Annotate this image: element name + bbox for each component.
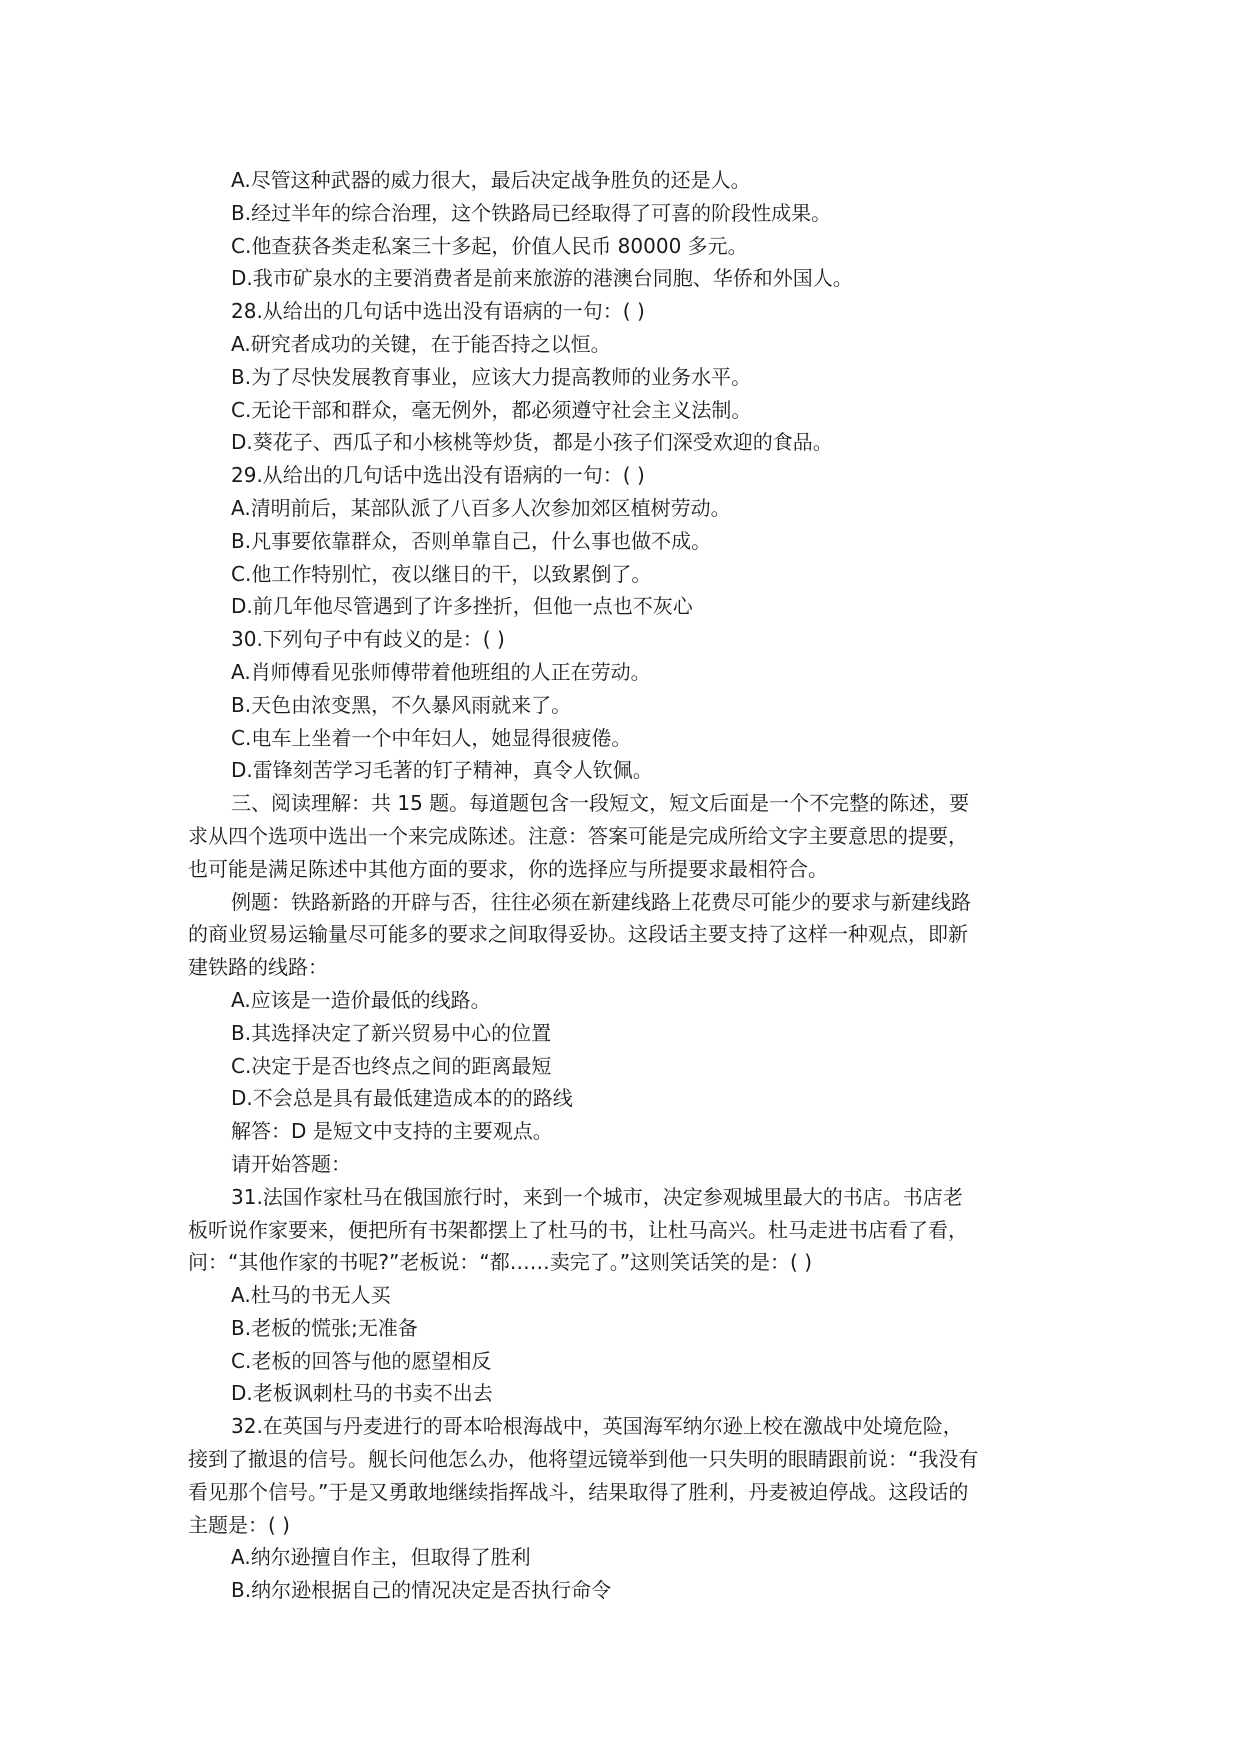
text-line: 建铁路的线路： bbox=[188, 955, 328, 980]
text-line: C.决定于是否也终点之间的距离最短 bbox=[231, 1053, 552, 1078]
text-line: A.研究者成功的关键，在于能否持之以恒。 bbox=[231, 331, 611, 356]
text-line: C.他工作特别忙，夜以继日的干，以致累倒了。 bbox=[231, 561, 652, 586]
text-line: 解答：D 是短文中支持的主要观点。 bbox=[231, 1119, 553, 1144]
text-line: A.肖师傅看见张师傅带着他班组的人正在劳动。 bbox=[231, 659, 651, 684]
text-line: A.纳尔逊擅自作主，但取得了胜利 bbox=[231, 1545, 531, 1570]
text-line: 的商业贸易运输量尽可能多的要求之间取得妥协。这段话主要支持了这样一种观点，即新 bbox=[188, 922, 968, 947]
text-line: C.老板的回答与他的愿望相反 bbox=[231, 1348, 492, 1373]
text-line: A.应该是一造价最低的线路。 bbox=[231, 987, 491, 1012]
text-line: A.尽管这种武器的威力很大，最后决定战争胜负的还是人。 bbox=[231, 168, 751, 192]
text-line: B.为了尽快发展教育事业，应该大力提高教师的业务水平。 bbox=[231, 364, 752, 389]
text-line: B.其选择决定了新兴贸易中心的位置 bbox=[231, 1020, 552, 1045]
text-line: D.葵花子、西瓜子和小核桃等炒货，都是小孩子们深受欢迎的食品。 bbox=[231, 430, 833, 455]
text-line: 三、阅读理解：共 15 题。每道题包含一段短文，短文后面是一个不完整的陈述，要 bbox=[231, 791, 970, 816]
text-line: A.清明前后，某部队派了八百多人次参加郊区植树劳动。 bbox=[231, 495, 731, 520]
text-line: B.凡事要依靠群众，否则单靠自己，什么事也做不成。 bbox=[231, 528, 712, 553]
text-line: 例题：铁路新路的开辟与否，往往必须在新建线路上花费尽可能少的要求与新建线路 bbox=[231, 889, 971, 914]
text-line: 29.从给出的几句话中选出没有语病的一句：( ) bbox=[231, 463, 645, 488]
text-line: D.前几年他尽管遇到了许多挫折，但他一点也不灰心 bbox=[231, 594, 693, 619]
text-line: 32.在英国与丹麦进行的哥本哈根海战中，英国海军纳尔逊上校在激战中处境危险， bbox=[231, 1414, 963, 1439]
document-page bbox=[188, 164, 1052, 1607]
text-line: D.不会总是具有最低建造成本的的路线 bbox=[231, 1086, 573, 1111]
text-line: 28.从给出的几句话中选出没有语病的一句：( ) bbox=[231, 299, 645, 324]
text-line: 也可能是满足陈述中其他方面的要求，你的选择应与所提要求最相符合。 bbox=[188, 856, 828, 881]
text-line: B.老板的慌张;无准备 bbox=[231, 1315, 418, 1340]
text-line: 主题是：( ) bbox=[188, 1512, 290, 1537]
text-line: D.老板讽刺杜马的书卖不出去 bbox=[231, 1381, 493, 1406]
text-line: 请开始答题： bbox=[231, 1151, 351, 1176]
text-line: B.天色由浓变黑，不久暴风雨就来了。 bbox=[231, 692, 572, 717]
text-line: 板听说作家要来，便把所有书架都摆上了杜马的书，让杜马高兴。杜马走进书店看了看， bbox=[188, 1217, 968, 1242]
text-line: D.雷锋刻苦学习毛著的钉子精神，真令人钦佩。 bbox=[231, 758, 653, 783]
text-line: B.经过半年的综合治理，这个铁路局已经取得了可喜的阶段性成果。 bbox=[231, 200, 832, 225]
text-line: C.电车上坐着一个中年妇人，她显得很疲倦。 bbox=[231, 725, 632, 750]
text-line: 看见那个信号。”于是又勇敢地继续指挥战斗，结果取得了胜利，丹麦被迫停战。这段话的 bbox=[188, 1479, 969, 1504]
text-line: 问：“其他作家的书呢?”老板说：“都……卖完了。”这则笑话笑的是：( ) bbox=[188, 1250, 813, 1275]
text-line: 30.下列句子中有歧义的是：( ) bbox=[231, 627, 505, 652]
text-line: C.无论干部和群众，毫无例外，都必须遵守社会主义法制。 bbox=[231, 397, 752, 422]
text-line: D.我市矿泉水的主要消费者是前来旅游的港澳台同胞、华侨和外国人。 bbox=[231, 266, 853, 291]
text-line: C.他查获各类走私案三十多起，价值人民币 80000 多元。 bbox=[231, 233, 748, 258]
text-line: 接到了撤退的信号。舰长问他怎么办，他将望远镜举到他一只失明的眼睛跟前说：“我没有 bbox=[188, 1447, 979, 1472]
text-line: 31.法国作家杜马在俄国旅行时，来到一个城市，决定参观城里最大的书店。书店老 bbox=[231, 1184, 963, 1209]
text-line: B.纳尔逊根据自己的情况决定是否执行命令 bbox=[231, 1578, 612, 1603]
text-line: 求从四个选项中选出一个来完成陈述。注意：答案可能是完成所给文字主要意思的提要， bbox=[188, 823, 968, 848]
text-line: A.杜马的书无人买 bbox=[231, 1283, 391, 1308]
